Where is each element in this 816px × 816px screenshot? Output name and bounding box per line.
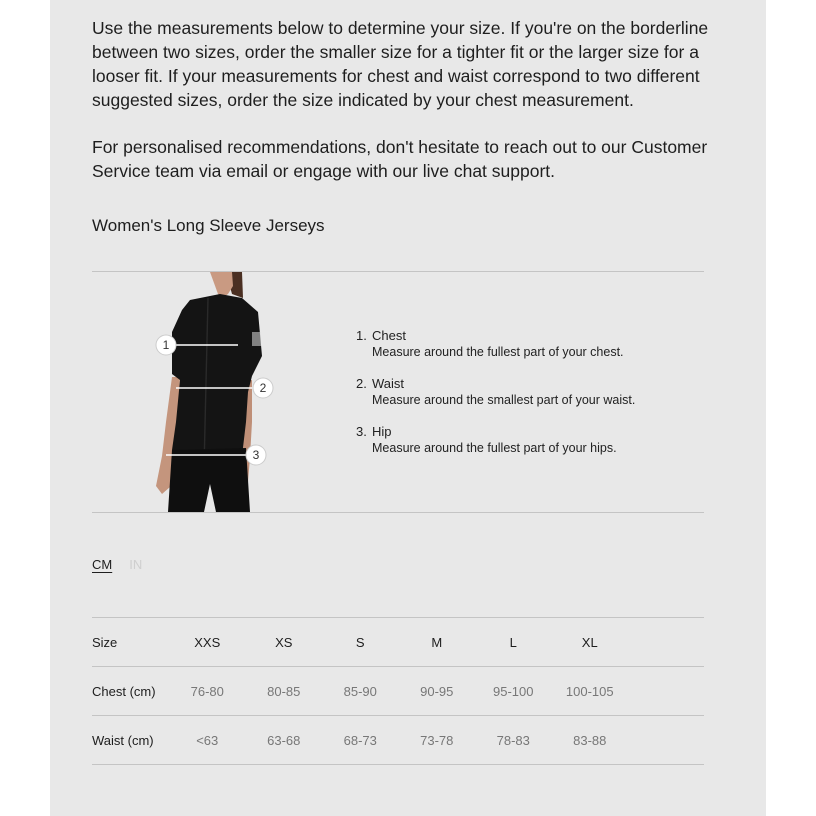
svg-text:3: 3 [252,448,260,462]
row-label-waist: Waist (cm) [92,732,154,748]
table-cell: 83-88 [573,732,607,748]
size-guide-intro [92,16,712,206]
table-cell: 95-100 [493,683,534,699]
divider [92,512,704,513]
measurement-figure [92,272,332,512]
unit-in-tab[interactable]: IN [129,557,143,572]
intro-paragraph-2: For personalised recommendations, don't hesitate to reach out to our Customer Service team via email or engage with our live chat support. [92,137,708,181]
table-cell: 63-68 [267,732,301,748]
svg-text:1: 1 [162,338,170,352]
guide-item-waist [356,376,696,408]
guide-description: Measure around the fullest part of your chest. [372,345,624,359]
table-cell: 90-95 [420,683,454,699]
table-cell: 76-80 [190,683,224,699]
size-column-header: M [431,634,443,650]
guide-number: 1. [356,328,367,343]
guide-item-chest [356,328,696,360]
model-illustration [92,272,332,512]
guide-number: 3. [356,424,367,439]
chest-marker [156,335,176,355]
table-cell: 80-85 [267,683,301,699]
table-header-row [92,618,704,667]
waist-marker [253,378,273,398]
row-label-chest: Chest (cm) [92,683,156,699]
svg-text:2: 2 [259,381,267,395]
guide-title: Hip [372,424,392,439]
section-title: Women's Long Sleeve Jerseys [92,216,325,235]
size-table [92,617,704,765]
measurement-guide [356,328,696,472]
table-cell: <63 [196,732,219,748]
table-row [92,716,704,765]
table-row [92,667,704,716]
intro-paragraph-1: Use the measurements below to determine your size. If you're on the borderline between two sizes, order the smaller size for a tighter fit or the larger size for a looser fit. If your measurements for chest and waist correspond to two different suggested sizes, order the size indicated by your chest measurement. [92,18,709,110]
table-cell: 100-105 [565,683,614,699]
table-cell: 68-73 [343,732,377,748]
size-column-header: XL [581,634,598,650]
guide-description: Measure around the fullest part of your hips. [372,441,617,455]
table-cell: 78-83 [496,732,530,748]
size-column-header: XS [275,634,293,650]
guide-title: Waist [372,376,405,391]
size-column-header: L [509,634,517,650]
table-cell: 85-90 [343,683,377,699]
guide-number: 2. [356,376,367,391]
unit-cm-tab[interactable]: CM [92,557,113,572]
size-column-header: XXS [194,634,221,650]
guide-description: Measure around the smallest part of your waist. [372,393,636,407]
table-header-label: Size [92,634,118,650]
guide-title: Chest [372,328,406,343]
size-column-header: S [355,634,365,650]
table-cell: 73-78 [420,732,454,748]
unit-toggle [92,557,142,572]
guide-item-hip [356,424,696,456]
hip-marker [246,445,266,465]
